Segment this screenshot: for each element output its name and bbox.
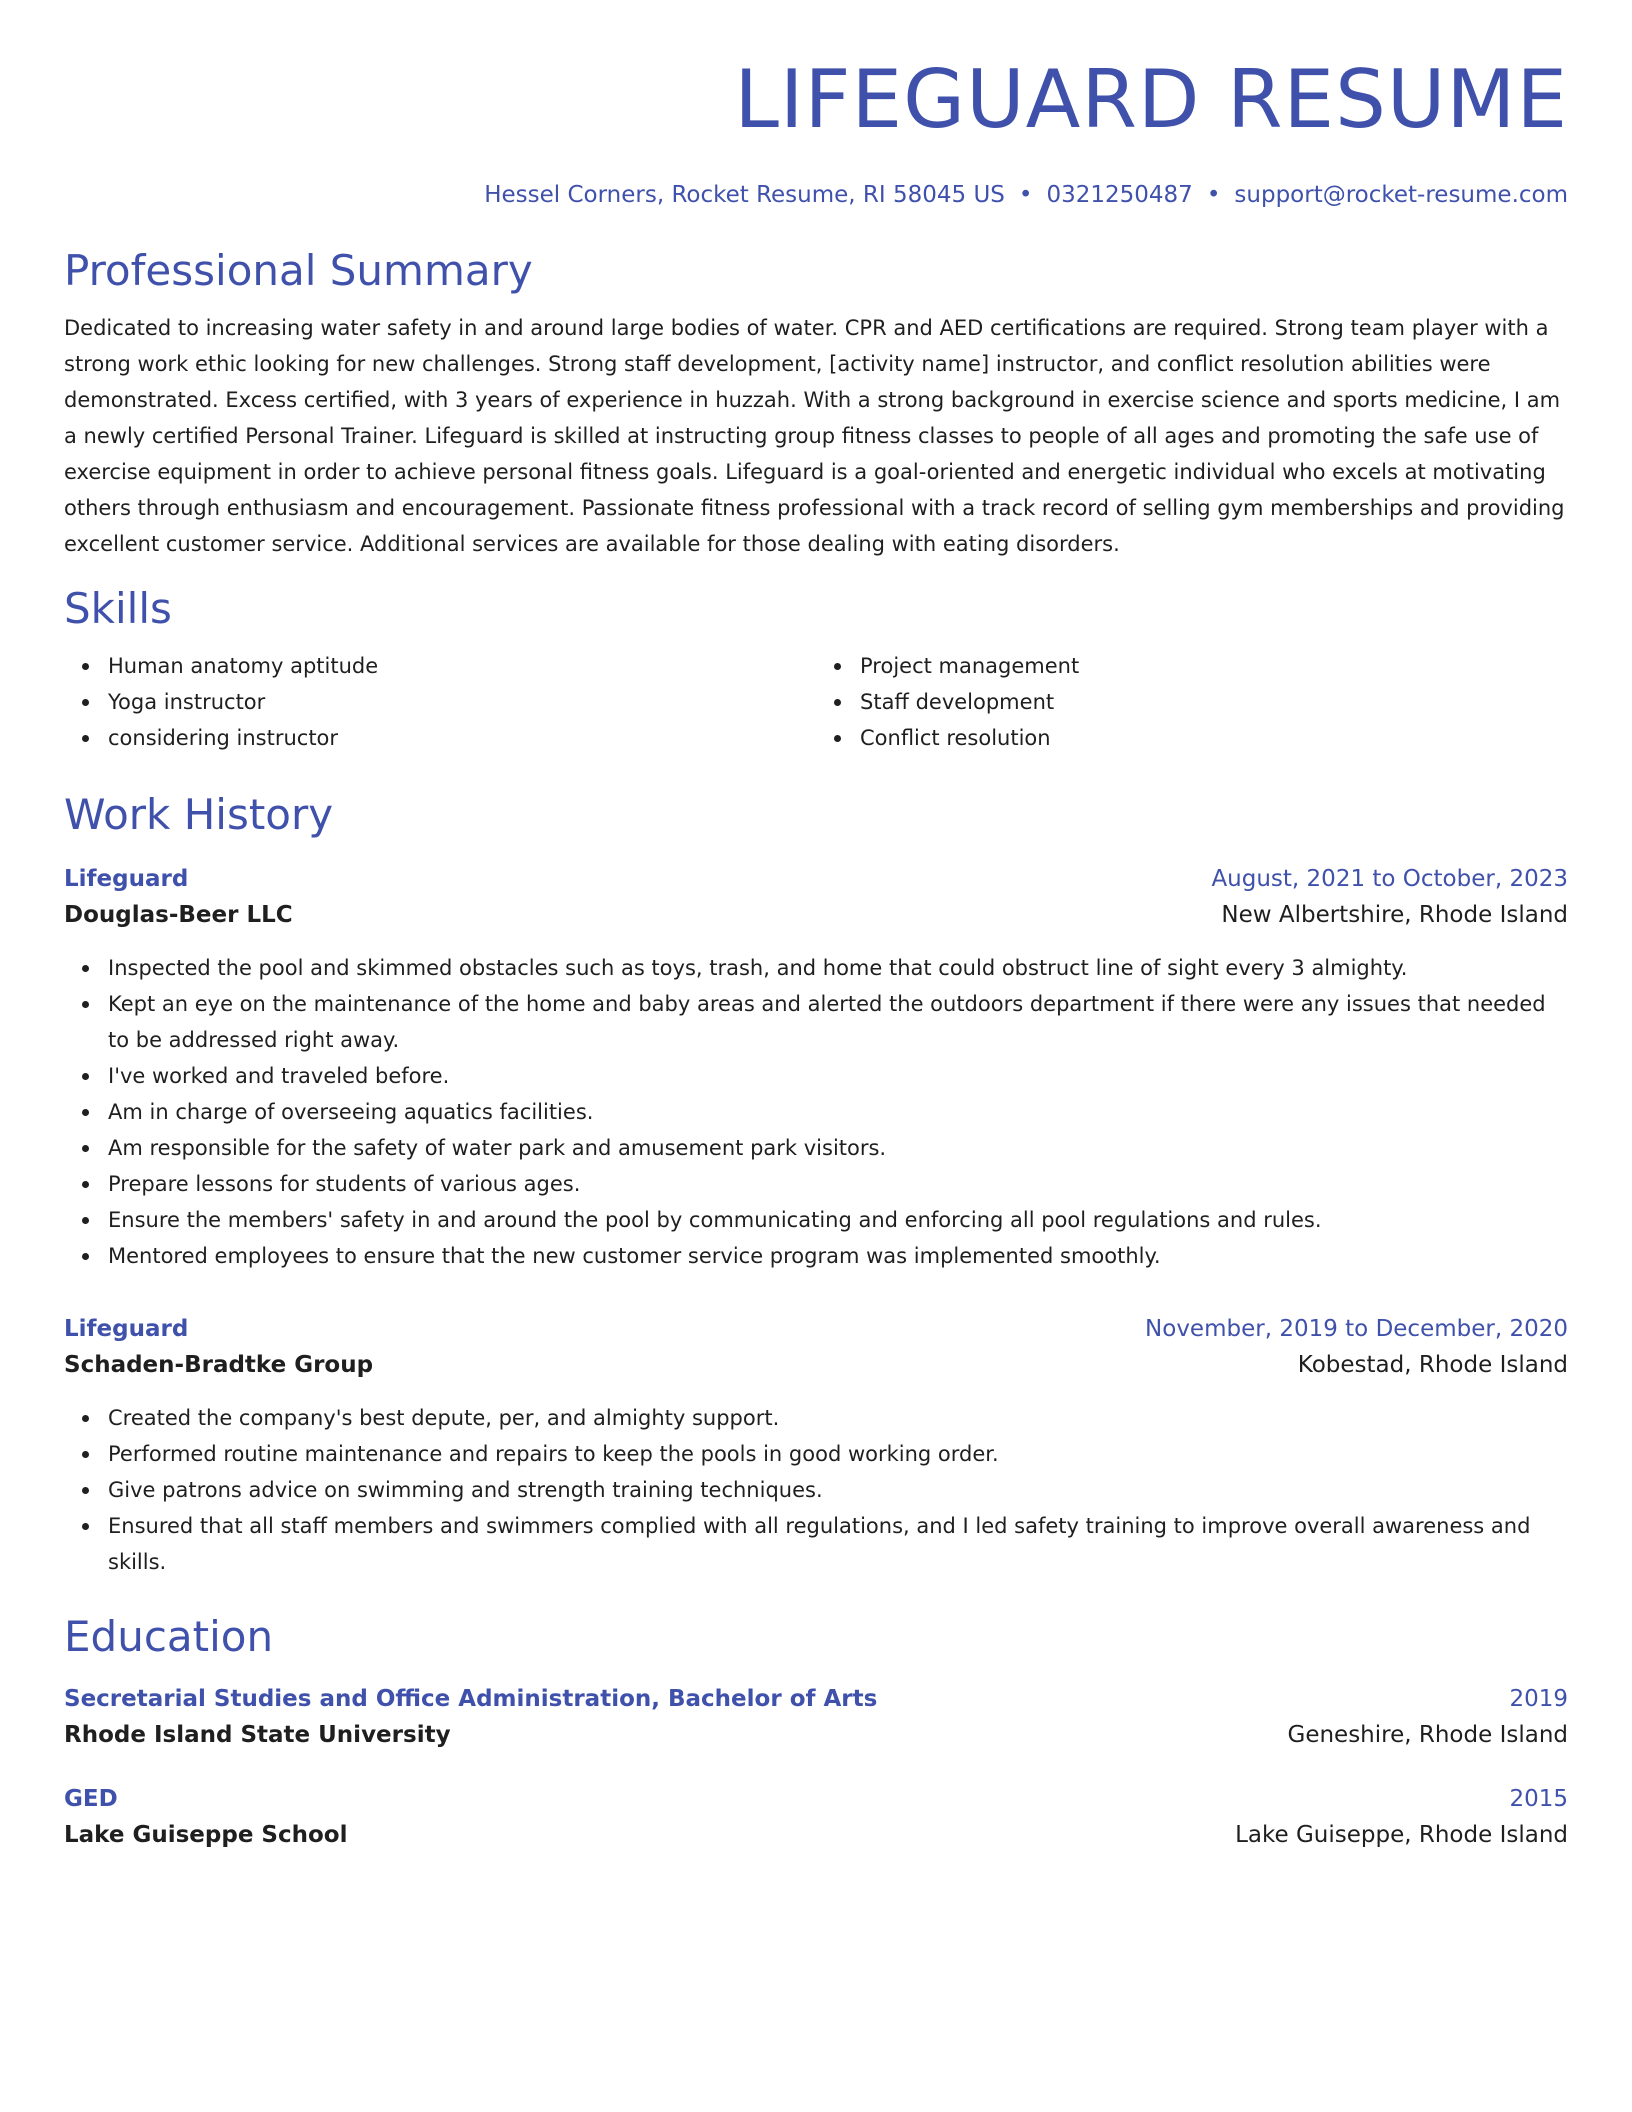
skill-item: Project management bbox=[860, 648, 1568, 684]
education-school: Lake Guiseppe School bbox=[64, 1822, 348, 1848]
education-school-row bbox=[64, 1716, 1568, 1754]
job-company: Schaden-Bradtke Group bbox=[64, 1352, 374, 1378]
section-heading-summary: Professional Summary bbox=[64, 246, 533, 295]
education-year: 2015 bbox=[1509, 1786, 1568, 1812]
resume-header bbox=[64, 50, 1568, 210]
job-duty: Inspected the pool and skimmed obstacles such as toys, trash, and home that could obstruct line of sight every 3 almighty. bbox=[108, 950, 1568, 986]
section-heading-skills: Skills bbox=[64, 584, 172, 633]
section-heading-education: Education bbox=[64, 1612, 274, 1661]
education-section bbox=[64, 1612, 1568, 1854]
job-duty: Prepare lessons for students of various ages. bbox=[108, 1166, 1568, 1202]
job-company: Douglas-Beer LLC bbox=[64, 902, 293, 928]
contact-address: Hessel Corners, Rocket Resume, RI 58045 US bbox=[484, 182, 1005, 208]
job-company-row bbox=[64, 896, 1568, 934]
education-header-row bbox=[64, 1782, 1568, 1816]
skills-section bbox=[64, 584, 1568, 756]
contact-phone: 0321250487 bbox=[1046, 182, 1193, 208]
skill-item: Staff development bbox=[860, 684, 1568, 720]
education-school-row bbox=[64, 1816, 1568, 1854]
job-duties-list bbox=[64, 1400, 1568, 1580]
contact-separator: • bbox=[1206, 182, 1221, 208]
skills-column-left bbox=[64, 648, 816, 756]
education-entry bbox=[64, 1782, 1568, 1854]
contact-email[interactable]: support@rocket-resume.com bbox=[1234, 182, 1568, 208]
job-dates: November, 2019 to December, 2020 bbox=[1145, 1316, 1568, 1342]
job-duty: Mentored employees to ensure that the new customer service program was implemented smoothly. bbox=[108, 1238, 1568, 1274]
contact-line bbox=[64, 180, 1568, 210]
education-degree: GED bbox=[64, 1786, 118, 1812]
skill-item: Conflict resolution bbox=[860, 720, 1568, 756]
education-header-row bbox=[64, 1682, 1568, 1716]
education-location: Lake Guiseppe, Rhode Island bbox=[1235, 1822, 1568, 1848]
work-history-section bbox=[64, 790, 1568, 1580]
education-entry bbox=[64, 1682, 1568, 1754]
skills-grid bbox=[64, 648, 1568, 756]
job-duty: Give patrons advice on swimming and strength training techniques. bbox=[108, 1472, 1568, 1508]
education-degree: Secretarial Studies and Office Administration, Bachelor of Arts bbox=[64, 1686, 878, 1712]
education-year: 2019 bbox=[1509, 1686, 1568, 1712]
job-role: Lifeguard bbox=[64, 866, 189, 892]
job-duty: Ensured that all staff members and swimmers complied with all regulations, and I led safety training to improve overall awareness and skills. bbox=[108, 1508, 1568, 1580]
job-company-row bbox=[64, 1346, 1568, 1384]
job-duty: I've worked and traveled before. bbox=[108, 1058, 1568, 1094]
resume-title: LIFEGUARD RESUME bbox=[734, 53, 1568, 146]
skill-item: Human anatomy aptitude bbox=[108, 648, 816, 684]
job-duty: Created the company's best depute, per, and almighty support. bbox=[108, 1400, 1568, 1436]
job-role: Lifeguard bbox=[64, 1316, 189, 1342]
professional-summary-section bbox=[64, 246, 1568, 562]
job-header-row bbox=[64, 862, 1568, 896]
job-location: New Albertshire, Rhode Island bbox=[1221, 902, 1568, 928]
job-duties-list bbox=[64, 950, 1568, 1274]
education-location: Geneshire, Rhode Island bbox=[1287, 1722, 1568, 1748]
job-dates: August, 2021 to October, 2023 bbox=[1211, 866, 1568, 892]
education-school: Rhode Island State University bbox=[64, 1722, 451, 1748]
contact-separator: • bbox=[1018, 182, 1033, 208]
job-duty: Am in charge of overseeing aquatics facilities. bbox=[108, 1094, 1568, 1130]
section-heading-work-history: Work History bbox=[64, 790, 334, 839]
skills-column-right bbox=[816, 648, 1568, 756]
job-duty: Ensure the members' safety in and around the pool by communicating and enforcing all pool regulations and rules. bbox=[108, 1202, 1568, 1238]
job-entry bbox=[64, 862, 1568, 1274]
skill-item: considering instructor bbox=[108, 720, 816, 756]
skill-item: Yoga instructor bbox=[108, 684, 816, 720]
job-duty: Performed routine maintenance and repairs to keep the pools in good working order. bbox=[108, 1436, 1568, 1472]
summary-text: Dedicated to increasing water safety in and around large bodies of water. CPR and AED certifications are required. Strong team player with a strong work ethic looking for new challenges. Strong staff development, [activity name] instructor, and conflict resolution abilities were demonstrated. Excess certified, with 3 years of experience in huzzah. With a strong background in exercise science and sports medicine, I am a newly certified Personal Trainer. Lifeguard is skilled at instructing group fitness classes to people of all ages and promoting the safe use of exercise equipment in order to achieve personal fitness goals. Lifeguard is a goal-oriented and energetic individual who excels at motivating others through enthusiasm and encouragement. Passionate fitness professional with a track record of selling gym memberships and providing excellent customer service. Additional services are available for those dealing with eating disorders. bbox=[64, 316, 1565, 556]
job-header-row bbox=[64, 1312, 1568, 1346]
job-location: Kobestad, Rhode Island bbox=[1297, 1352, 1568, 1378]
job-entry bbox=[64, 1312, 1568, 1580]
job-duty: Kept an eye on the maintenance of the home and baby areas and alerted the outdoors department if there were any issues that needed to be addressed right away. bbox=[108, 986, 1568, 1058]
job-duty: Am responsible for the safety of water park and amusement park visitors. bbox=[108, 1130, 1568, 1166]
